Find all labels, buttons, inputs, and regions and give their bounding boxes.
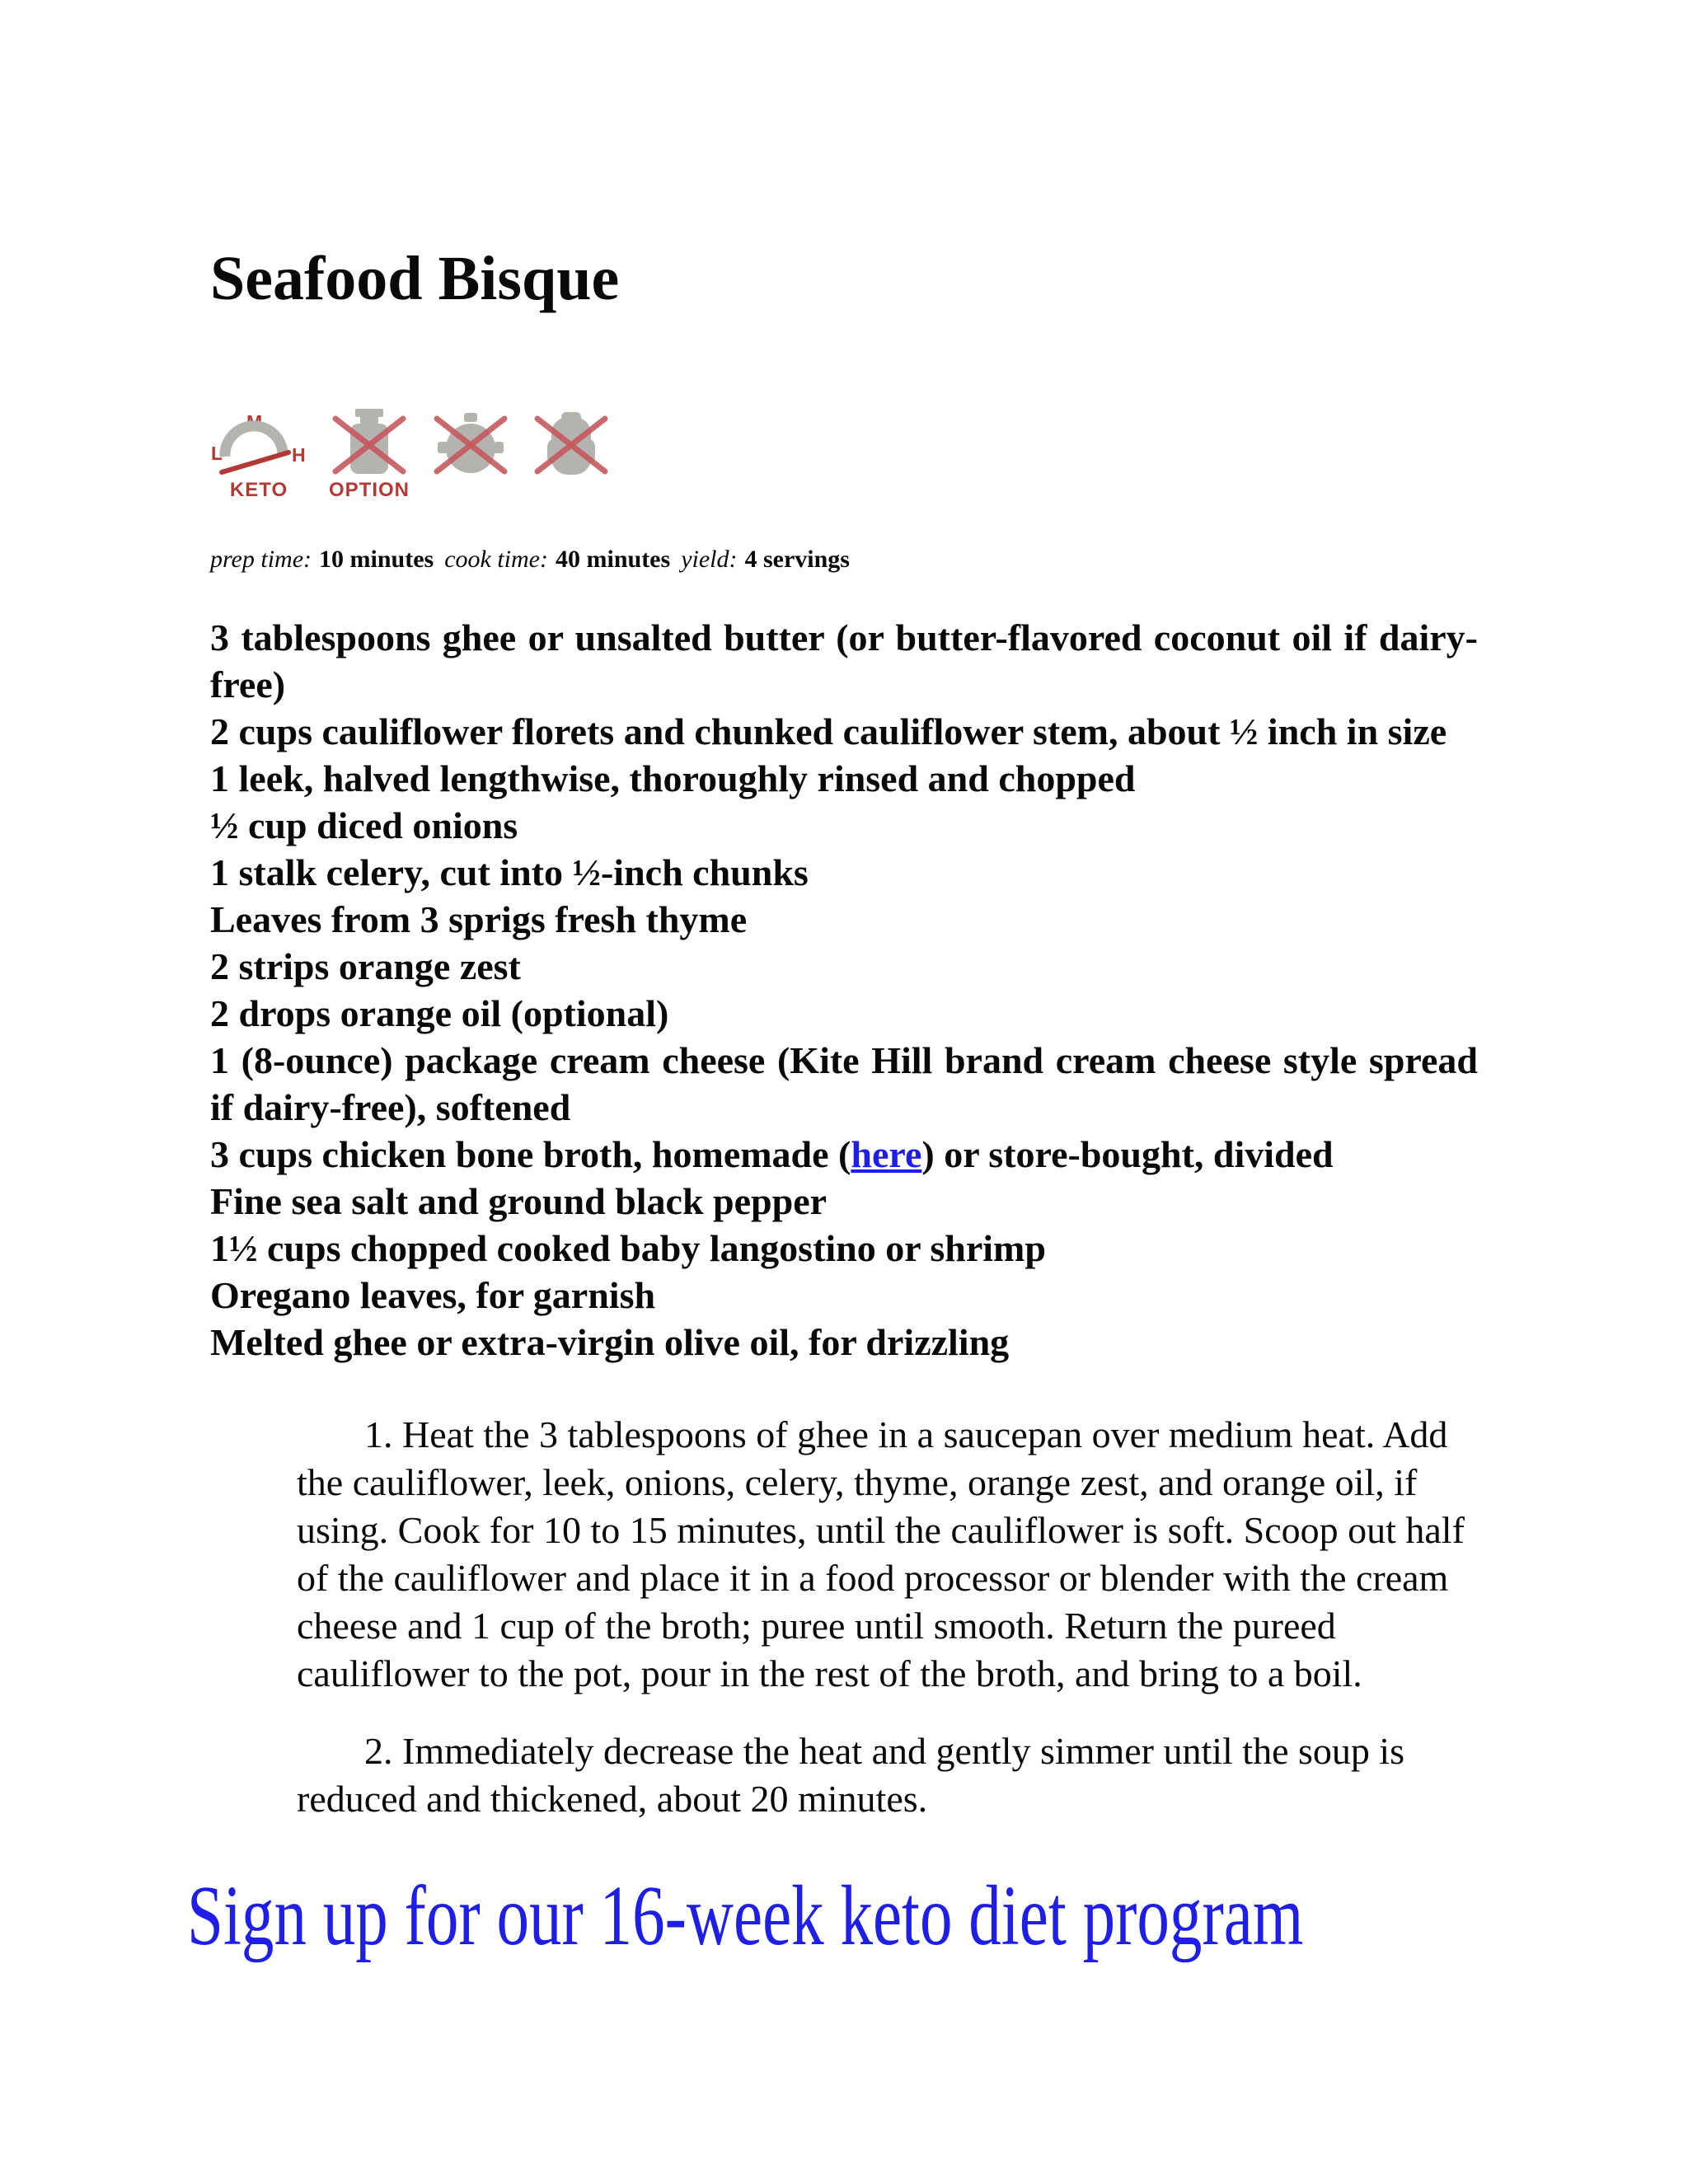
ingredient-line: Fine sea salt and ground black pepper (210, 1180, 828, 1222)
gauge-high-label: H (292, 444, 306, 466)
yield-value: 4 servings (744, 546, 850, 573)
ingredient-line: Leaves from 3 sprigs fresh thyme (210, 898, 748, 940)
ingredient-line: 2 cups cauliflower florets and chunked cauliflower stem, about ½ inch in size (210, 710, 1447, 752)
slow-cooker-badge (532, 409, 611, 502)
keto-program-link[interactable]: Sign up for our 16-week keto diet program (187, 1868, 1304, 1963)
cook-time-value: 40 minutes (556, 546, 671, 573)
ingredient-line: Oregano leaves, for garnish (210, 1274, 656, 1316)
bottle-lid (355, 409, 383, 417)
ingredient-line: Melted ghee or extra-virgin olive oil, for drizzling (210, 1321, 1010, 1363)
ingredient-line: ½ cup diced onions (210, 804, 518, 846)
ingredient-line: 2 drops orange oil (optional) (210, 992, 669, 1034)
option-badge (329, 409, 410, 502)
ingredient-line: 3 tablespoons ghee or unsalted butter (or butter-flavored coconut oil if dairy-free) (210, 616, 1478, 705)
crossed-slow-cooker-icon (532, 409, 611, 476)
footer-link-row (187, 1868, 1478, 1963)
bottle-neck (360, 417, 378, 424)
ingredient-line: 1 leek, halved lengthwise, thoroughly rinsed and chopped (210, 757, 1136, 799)
ingredient-line: 1 (8-ounce) package cream cheese (Kite Hill brand cream cheese style spread if dairy-free), softened (210, 1039, 1478, 1128)
ingredients-list (210, 614, 1478, 1366)
prep-time-label: prep time: (210, 546, 312, 573)
pressure-cooker-badge (431, 409, 510, 502)
pot-handle (494, 442, 504, 453)
instruction-step: 1. Heat the 3 tablespoons of ghee in a saucepan over medium heat. Add the cauliflower, leek, onions, celery, thyme, orange zest, and orange oil, if using. Cook for 10 to 15 minutes, until the cauliflower is soft. Scoop out half of the cauliflower and place it in a food processor or blender with the cream cheese and 1 cup of the broth; puree until smooth. Return the pureed cauliflower to the pot, pour in the rest of the broth, and bring to a boil. (297, 1413, 1465, 1694)
gauge-arc (225, 426, 283, 457)
gauge-needle (222, 452, 288, 472)
cook-time-label: cook time: (444, 546, 548, 573)
keto-gauge-badge (210, 409, 307, 502)
yield-label: yield: (681, 546, 738, 573)
instruction-step: 2. Immediately decrease the heat and gently simmer until the soup is reduced and thickened, about 20 minutes. (297, 1730, 1405, 1820)
gauge-mid-label: M (246, 411, 263, 433)
keto-gauge-icon (210, 409, 307, 476)
ingredient-line: 2 strips orange zest (210, 945, 521, 987)
prep-time-value: 10 minutes (319, 546, 434, 573)
instructions (297, 1411, 1478, 1823)
recipe-meta (210, 545, 1478, 574)
crossed-bottle-icon (330, 409, 409, 476)
crossed-pressure-cooker-icon (431, 409, 510, 476)
page-title: Seafood Bisque (210, 244, 620, 313)
keto-gauge-label: KETO (229, 479, 288, 501)
option-label: OPTION (329, 479, 410, 501)
ingredient-line: 3 cups chicken bone broth, homemade (here) or store-bought, divided (210, 1133, 1334, 1175)
broth-recipe-link[interactable]: here (851, 1133, 922, 1175)
ingredient-line: 1 stalk celery, cut into ½-inch chunks (210, 851, 809, 893)
pot-knob (464, 413, 477, 422)
ingredient-line: 1½ cups chopped cooked baby langostino or shrimp (210, 1227, 1046, 1269)
pot-handle (438, 442, 448, 453)
diet-badges-row (210, 409, 1478, 502)
gauge-low-label: L (211, 443, 223, 464)
